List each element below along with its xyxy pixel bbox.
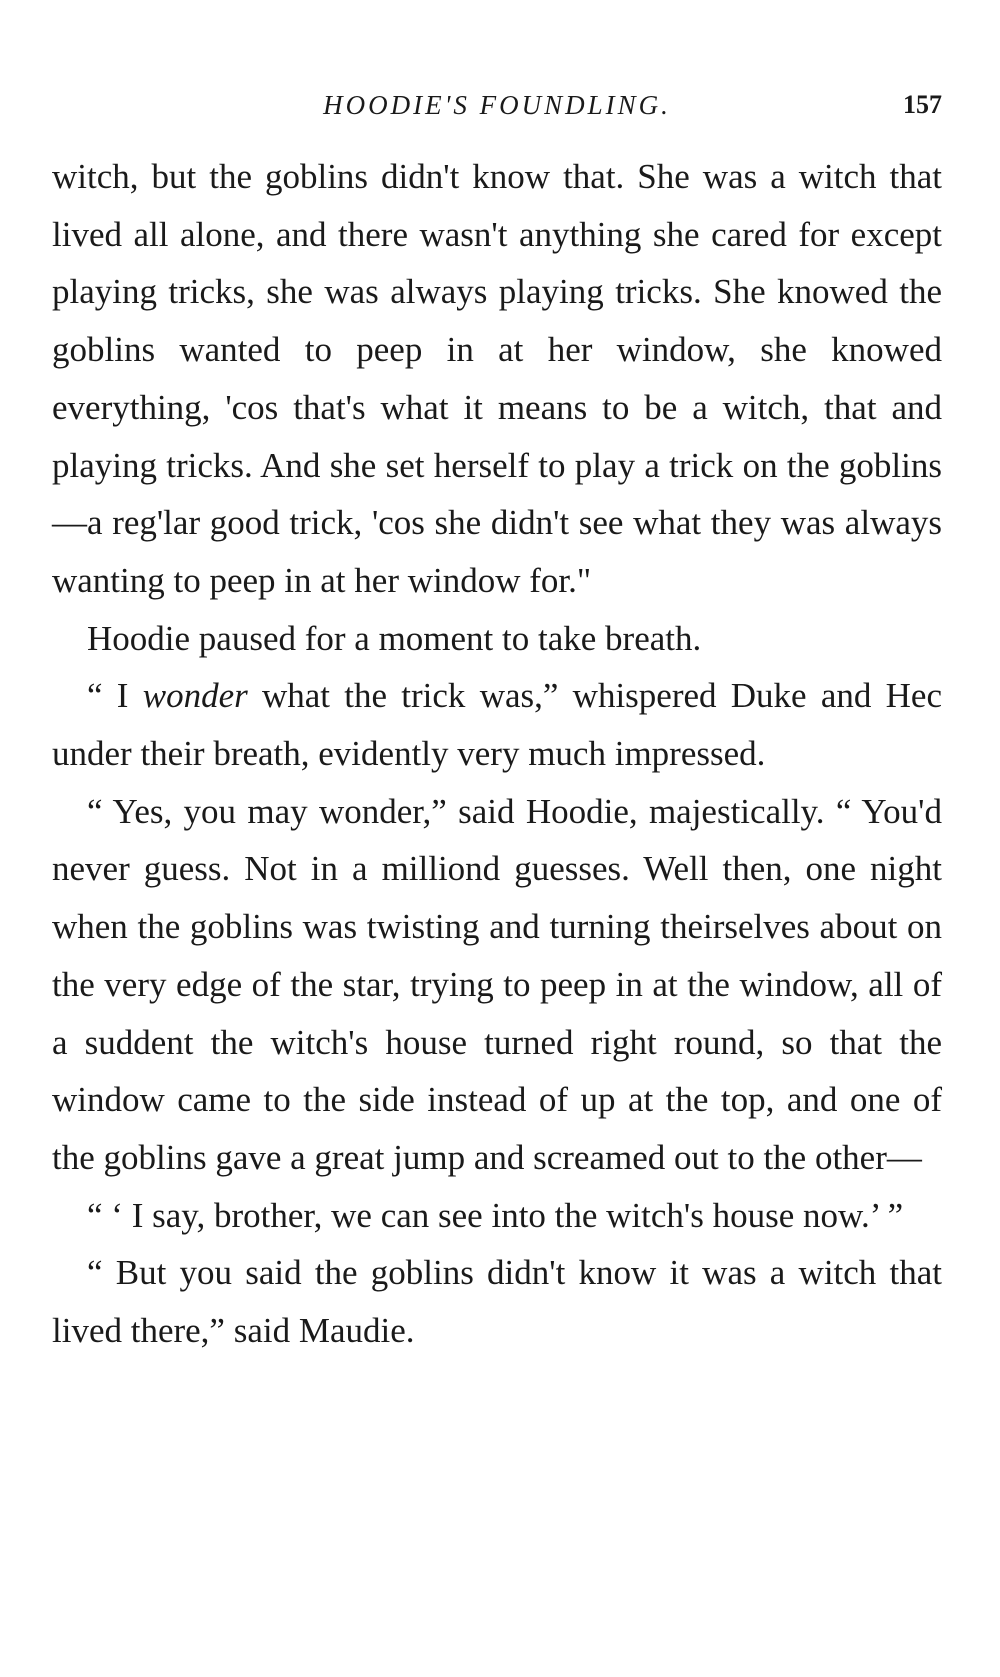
page-number: 157	[903, 90, 942, 119]
quote-rest: what the trick was,” whispered Duke and Hec under their breath, evidently very much impressed.	[52, 676, 942, 774]
paragraph: “ But you said the goblins didn't know it was a witch that lived there,” said Maudie.	[52, 1253, 942, 1351]
running-head	[52, 82, 942, 122]
paragraph: “ Yes, you may wonder,” said Hoodie, majestically. “ You'd never guess. Not in a milliond guesses. Well then, one night when the goblins was twisting and turning theirselves about on the very edge of the star, trying to peep in at the window, all of a suddent the witch's house turned right round, so that the window came to the side instead of up at the top, and one of the goblins gave a great jump and screamed out to the other—	[52, 791, 942, 1177]
running-title: HOODIE'S FOUNDLING.	[323, 90, 671, 120]
paragraph: Hoodie paused for a moment to take breath.	[87, 618, 702, 658]
paragraph-continued: witch, but the goblins didn't know that. She was a witch that lived all alone, and there wasn't anything she cared for except playing tricks, she was always playing tricks. She knowed the goblins wanted to peep in at her window, she knowed everything, 'cos that's what it means to be a witch, that and playing tricks. And she set herself to play a trick on the goblins—a reg'lar good trick, 'cos she didn't see what they was always wanting to peep in at her window for."	[52, 157, 942, 600]
paragraph	[52, 667, 942, 782]
quote-open: “ I	[87, 676, 143, 716]
paragraph: “ ‘ I say, brother, we can see into the witch's house now.’ ”	[87, 1195, 904, 1235]
body-text	[52, 148, 942, 1360]
emphasis-word: wonder	[142, 676, 248, 716]
